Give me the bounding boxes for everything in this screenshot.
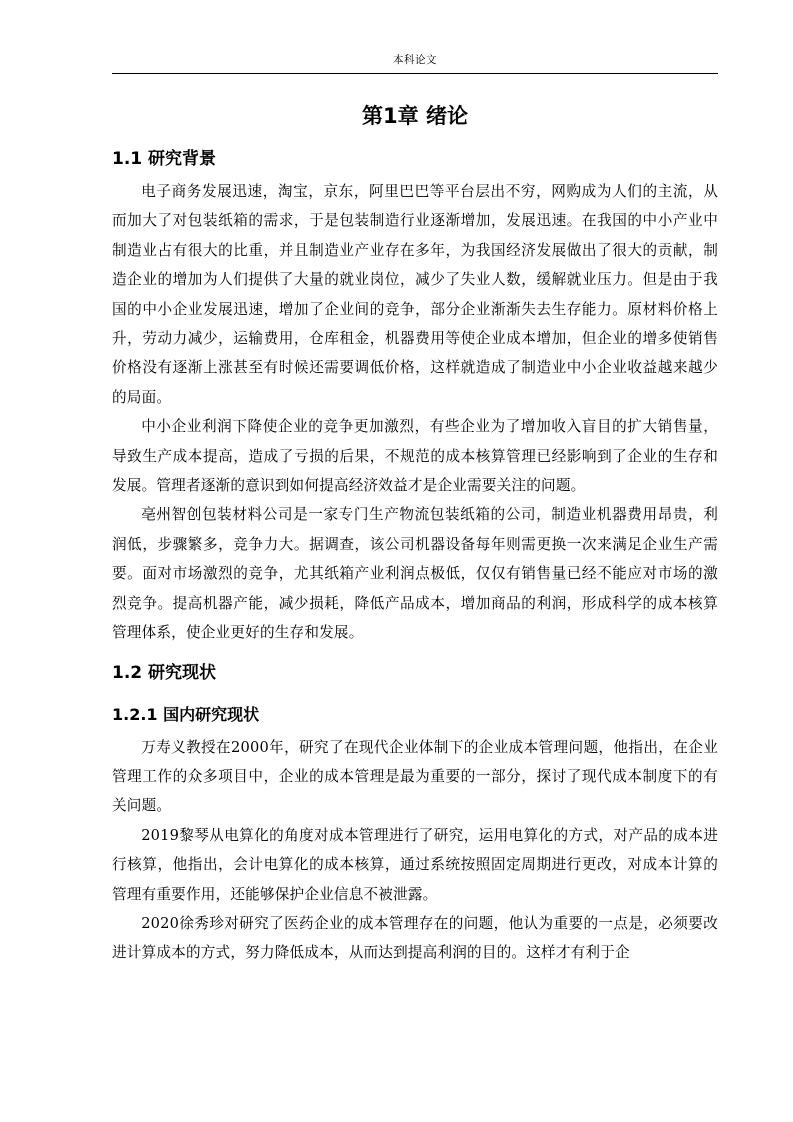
paragraph: 中小企业利润下降使企业的竞争更加激烈，有些企业为了增加收入盲目的扩大销售量，导致生产成本提高，造成了亏损的后果，不规范的成本核算管理已经影响到了企业的生存和发展。管理者逐渐的意识到如何提高经济效益才是企业需要关注的问题。 [112,418,718,495]
subsection-heading-1-2-1: 1.2.1 国内研究现状 [112,704,260,724]
page-header: 本科论文 [393,54,437,66]
section-heading-1-1: 1.1 研究背景 [112,149,217,169]
paragraph: 亳州智创包装材料公司是一家专门生产物流包装纸箱的公司，制造业机器费用昂贵，利润低，步骤繁多，竞争力大。据调查，该公司机器设备每年则需更换一次来满足企业生产需要。面对市场激烈的竞争，尤其纸箱产业利润点极低，仅仅有销售量已经不能应对市场的激烈竞争。提高机器产能，减少损耗，降低产品成本，增加商品的利润，形成科学的成本核算管理体系，使企业更好的生存和发展。 [112,506,718,642]
paragraph: 2019黎琴从电算化的角度对成本管理进行了研究，运用电算化的方式，对产品的成本进行核算，他指出，会计电算化的成本核算，通过系统按照固定周期进行更改，对成本计算的管理有重要作用，还能够保护企业信息不被泄露。 [112,826,718,903]
paragraph: 电子商务发展迅速，淘宝，京东，阿里巴巴等平台层出不穷，网购成为人们的主流，从而加大了对包装纸箱的需求，于是包装制造行业逐渐增加，发展迅速。在我国的中小产业中制造业占有很大的比重，并且制造业产业存在多年，为我国经济发展做出了很大的贡献，制造企业的增加为人们提供了大量的就业岗位，减少了失业人数，缓解就业压力。但是由于我国的中小企业发展迅速，增加了企业间的竞争，部分企业渐渐失去生存能力。原材料价格上升，劳动力减少，运输费用，仓库租金，机器费用等使企业成本增加，但企业的增多使销售价格没有逐渐上涨甚至有时候还需要调低价格，这样就造成了制造业中小企业收益越来越少的局面。 [112,183,718,406]
document-body [112,98,718,968]
header-divider [112,73,718,74]
paragraph: 万寿义教授在2000年，研究了在现代企业体制下的企业成本管理问题，他指出，在企业管理工作的众多项目中，企业的成本管理是最为重要的一部分，探讨了现代成本制度下的有关问题。 [112,738,718,815]
section-heading-1-2: 1.2 研究现状 [112,662,217,683]
chapter-title: 第1章 绪论 [362,104,468,128]
paragraph: 2020徐秀珍对研究了医药企业的成本管理存在的问题，他认为重要的一点是，必须要改进计算成本的方式，努力降低成本，从而达到提高利润的目的。这样才有利于企 [112,914,718,962]
